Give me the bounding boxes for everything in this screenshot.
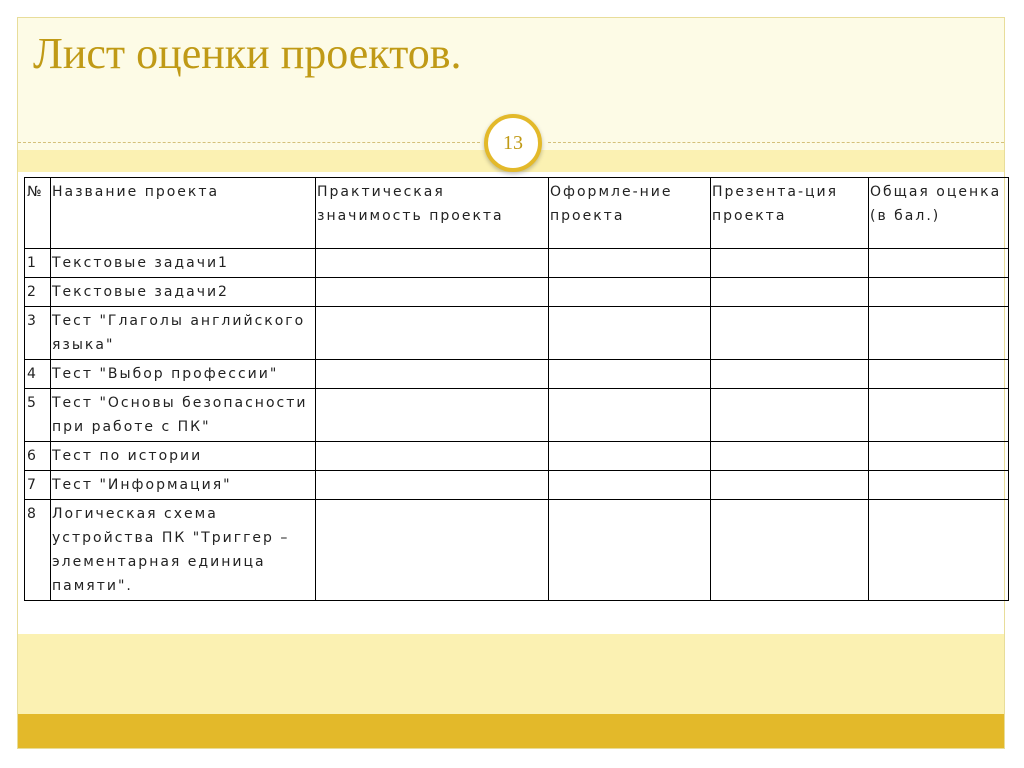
row-number: 6 — [25, 442, 51, 471]
total-score-cell[interactable] — [869, 278, 1009, 307]
total-score-cell[interactable] — [869, 442, 1009, 471]
table-row — [25, 249, 1009, 278]
presentation-score-cell[interactable] — [711, 471, 869, 500]
total-score-cell[interactable] — [869, 307, 1009, 360]
header-presentation: Презента-ция проекта — [711, 178, 869, 249]
practical-score-cell[interactable] — [316, 389, 549, 442]
total-score-cell[interactable] — [869, 389, 1009, 442]
practical-score-cell[interactable] — [316, 360, 549, 389]
header-practical-value: Практическая значимость проекта — [316, 178, 549, 249]
page-number-badge: 13 — [484, 114, 542, 172]
total-score-cell[interactable] — [869, 249, 1009, 278]
header-design: Оформле-ние проекта — [549, 178, 711, 249]
table-row — [25, 389, 1009, 442]
project-name: Логическая схема устройства ПК "Триггер – элементарная единица памяти". — [51, 500, 316, 601]
project-name: Тест "Информация" — [51, 471, 316, 500]
project-name: Тест "Основы безопасности при работе с ПК" — [51, 389, 316, 442]
title-divider-right — [548, 142, 1004, 143]
design-score-cell[interactable] — [549, 500, 711, 601]
footer-band-light — [18, 634, 1004, 714]
practical-score-cell[interactable] — [316, 307, 549, 360]
table-row — [25, 500, 1009, 601]
row-number: 2 — [25, 278, 51, 307]
total-score-cell[interactable] — [869, 471, 1009, 500]
footer-band-dark — [18, 714, 1004, 748]
header-number: № — [25, 178, 51, 249]
design-score-cell[interactable] — [549, 471, 711, 500]
design-score-cell[interactable] — [549, 249, 711, 278]
design-score-cell[interactable] — [549, 442, 711, 471]
presentation-score-cell[interactable] — [711, 307, 869, 360]
table-row — [25, 278, 1009, 307]
table-row — [25, 471, 1009, 500]
presentation-score-cell[interactable] — [711, 360, 869, 389]
row-number: 4 — [25, 360, 51, 389]
presentation-score-cell[interactable] — [711, 249, 869, 278]
row-number: 1 — [25, 249, 51, 278]
row-number: 7 — [25, 471, 51, 500]
title-divider-left — [18, 142, 480, 143]
row-number: 8 — [25, 500, 51, 601]
presentation-score-cell[interactable] — [711, 278, 869, 307]
row-number: 5 — [25, 389, 51, 442]
evaluation-table — [24, 177, 1009, 601]
header-total-score: Общая оценка (в бал.) — [869, 178, 1009, 249]
table-row — [25, 360, 1009, 389]
practical-score-cell[interactable] — [316, 442, 549, 471]
project-name: Текстовые задачи2 — [51, 278, 316, 307]
table-header-row — [25, 178, 1009, 249]
practical-score-cell[interactable] — [316, 249, 549, 278]
design-score-cell[interactable] — [549, 389, 711, 442]
design-score-cell[interactable] — [549, 360, 711, 389]
project-name: Тест "Глаголы английского языка" — [51, 307, 316, 360]
project-name: Тест по истории — [51, 442, 316, 471]
presentation-score-cell[interactable] — [711, 442, 869, 471]
header-project-name: Название проекта — [51, 178, 316, 249]
table-row — [25, 442, 1009, 471]
practical-score-cell[interactable] — [316, 471, 549, 500]
row-number: 3 — [25, 307, 51, 360]
presentation-score-cell[interactable] — [711, 389, 869, 442]
practical-score-cell[interactable] — [316, 278, 549, 307]
table-row — [25, 307, 1009, 360]
project-name: Текстовые задачи1 — [51, 249, 316, 278]
practical-score-cell[interactable] — [316, 500, 549, 601]
project-name: Тест "Выбор профессии" — [51, 360, 316, 389]
design-score-cell[interactable] — [549, 307, 711, 360]
total-score-cell[interactable] — [869, 360, 1009, 389]
presentation-score-cell[interactable] — [711, 500, 869, 601]
design-score-cell[interactable] — [549, 278, 711, 307]
total-score-cell[interactable] — [869, 500, 1009, 601]
slide-title: Лист оценки проектов. — [33, 29, 462, 78]
